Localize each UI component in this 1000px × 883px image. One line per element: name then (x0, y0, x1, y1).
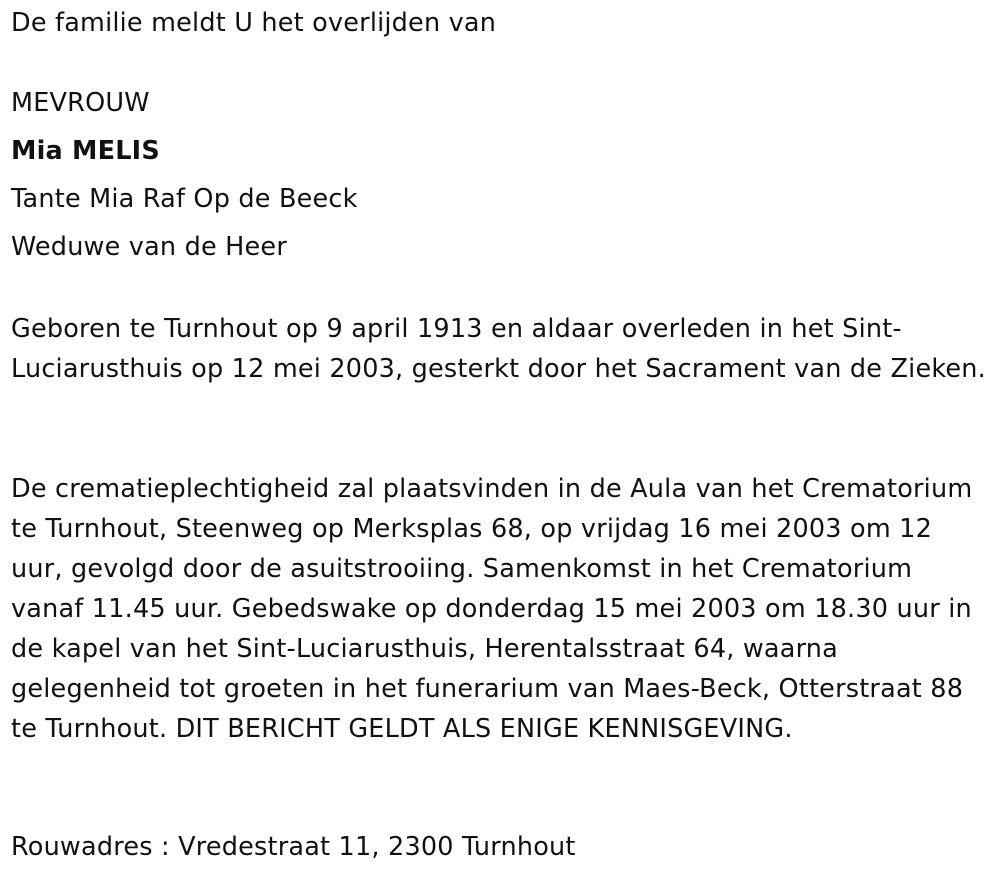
intro-text: De familie meldt U het overlijden van (11, 8, 497, 38)
mourning-address: Rouwadres : Vredestraat 11, 2300 Turnhout (11, 832, 576, 862)
birth-death-paragraph: Geboren te Turnhout op 9 april 1913 en aldaar overleden in het Sint-Luciarusthuis op 12 mei 2003, gesterkt door het Sacrament van de Zieken. (11, 314, 986, 384)
ceremony-paragraph: De crematieplechtigheid zal plaatsvinden in de Aula van het Crematorium te Turnhout, Steenweg op Merksplas 68, op vrijdag 16 mei 2003 om 12 uur, gevolgd door de asuitstrooiing. Samenkomst in het Crematorium vanaf 11.45 uur. Gebedswake op donderdag 15 mei 2003 om 18.30 uur in de kapel van het Sint-Luciarusthuis, Herentalsstraat 64, waarna gelegenheid tot groeten in het funerarium van Maes-Beck, Otterstraat 88 te Turnhout. DIT BERICHT GELDT ALS ENIGE KENNISGEVING. (11, 474, 973, 744)
spouse-text: Weduwe van de Heer (11, 232, 288, 262)
deceased-name: Mia MELIS (11, 136, 160, 166)
title-text: MEVROUW (11, 88, 150, 118)
nickname-text: Tante Mia Raf Op de Beeck (11, 184, 358, 214)
